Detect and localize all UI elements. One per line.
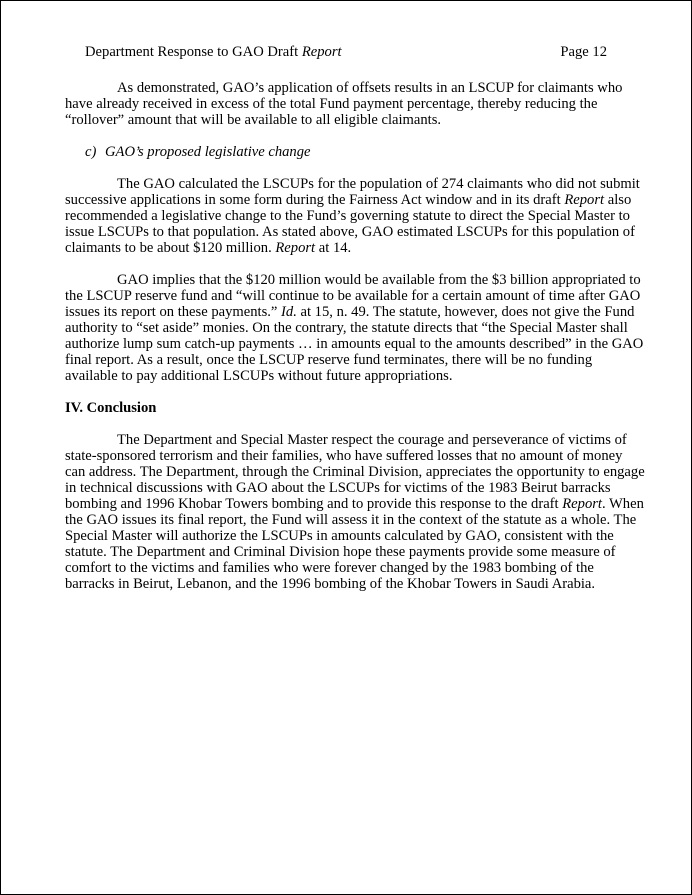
text-run: also recommended a legislative change to the Fund’s governing statute to direct the Special Master to issue LSCUPs to that population. As stated above, GAO estimated LSCUPs for this population of claimants to be about $120 million. (65, 192, 635, 256)
document-body (65, 80, 645, 608)
text-run: at 14. (315, 240, 352, 256)
header-title-italic: Report (301, 44, 342, 60)
section-heading-conclusion: IV. Conclusion (65, 400, 157, 416)
text-run: The Department and Special Master respect the courage and perseverance of victims of state-sponsored terrorism and their families, who have suffered losses that no amount of money can address. The Department, through the Criminal Division, appreciates the opportunity to engage in technical discussions with GAO about the LSCUPs for victims of the 1983 Beirut barracks bombing and 1996 Khobar Towers bombing and to provide this response to the draft (65, 432, 645, 512)
paragraph-gao-calculated (65, 176, 645, 256)
subheading-legislative-change (65, 144, 645, 160)
header-title (85, 44, 342, 60)
page-header (85, 44, 607, 62)
subheading-label: c) (85, 144, 97, 160)
paragraph-conclusion (65, 432, 645, 592)
text-run: GAO implies that the $120 million would be available from the $3 billion appropriated to the LSCUP reserve fund and “will continue to be available for a certain amount of time after GAO issues its report on these payments.” (65, 272, 641, 320)
paragraph-gao-implies (65, 272, 645, 384)
text-run: at 15, n. 49. The statute, however, does not give the Fund authority to “set aside” monies. On the contrary, the statute directs that “the Special Master shall authorize lump sum catch-up payments … in amounts equal to the amounts described” in the GAO final report. As a result, once the LSCUP reserve fund terminates, there will be no funding available to pay additional LSCUPs without future appropriations. (65, 304, 644, 384)
header-title-text: Department Response to GAO Draft (85, 44, 302, 60)
italic-report: Report (564, 192, 605, 208)
page-number: Page 12 (560, 44, 607, 60)
italic-id: Id. (281, 304, 297, 320)
subheading-text: GAO’s proposed legislative change (105, 144, 311, 160)
text-run: The GAO calculated the LSCUPs for the population of 274 claimants who did not submit successive applications in some form during the Fairness Act window and in its draft (65, 176, 640, 208)
italic-report: Report (562, 496, 602, 512)
text-run: . When the GAO issues its final report, the Fund will assess it in the context of the statute as a whole. The Special Master will authorize the LSCUPs in amounts calculated by GAO, consistent with the statute. The Department and Criminal Division hope these payments provide some measure of comfort to the victims and families who were forever changed by the 1983 bombing of the barracks in Beirut, Lebanon, and the 1996 bombing of the Khobar Towers in Saudi Arabia. (65, 496, 644, 592)
italic-report: Report (275, 240, 316, 256)
paragraph-offsets: As demonstrated, GAO’s application of offsets results in an LSCUP for claimants who have already received in excess of the total Fund payment percentage, thereby reducing the “rollover” amount that will be available to all eligible claimants. (65, 80, 623, 128)
